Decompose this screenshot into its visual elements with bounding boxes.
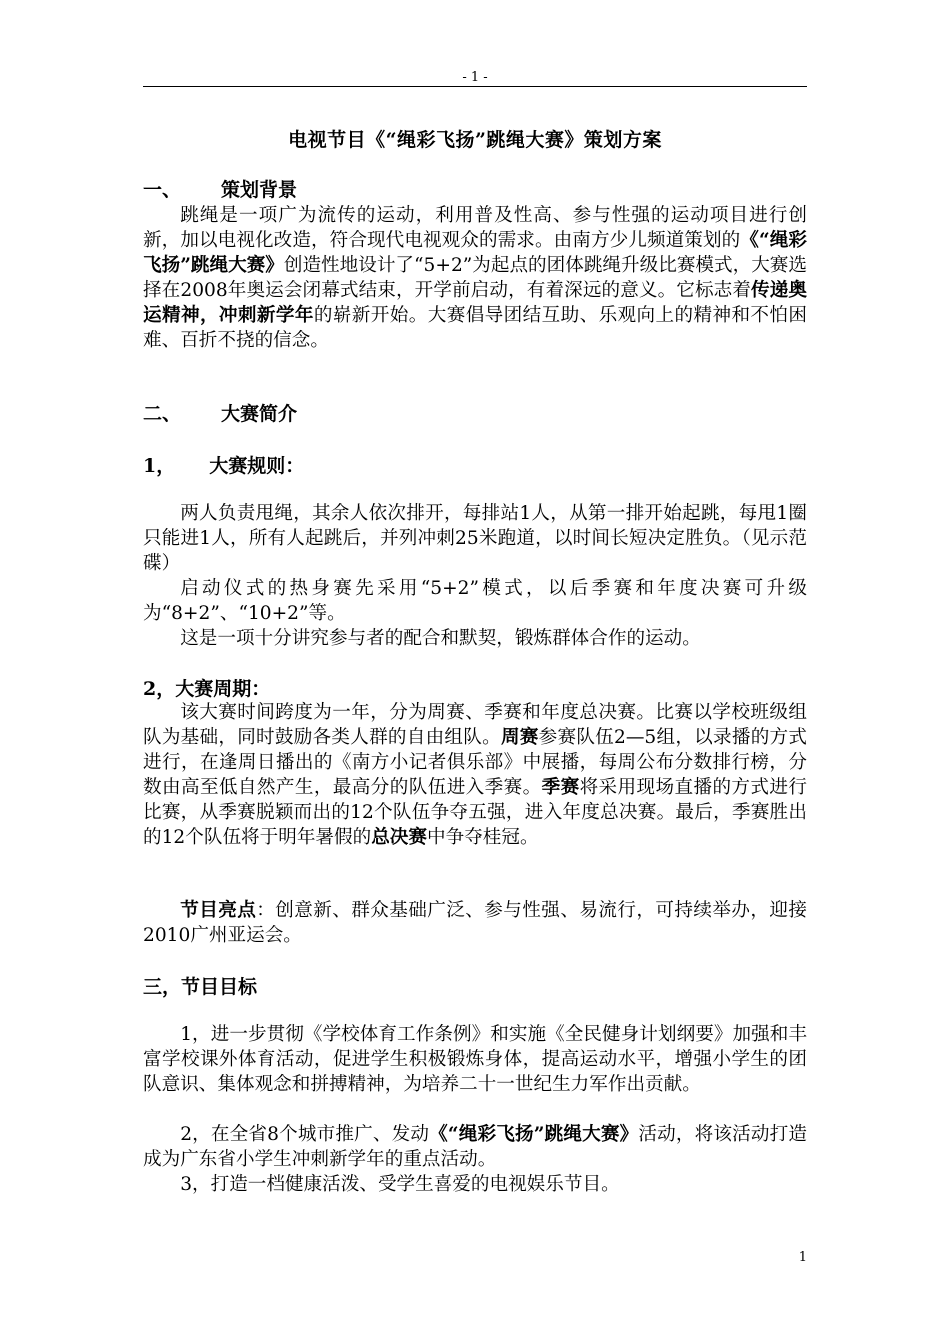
- text-run: 的崭新开始。大赛倡导团结互助、乐观向上的精神和不怕困难、百折不挠的信念。: [143, 305, 807, 351]
- page-footer-number: 1: [798, 1250, 807, 1265]
- text-run: 参赛队伍2—5组，以录播的方式进行，在逢周日播出的《南方小记者俱乐部》中展播，每周公布分数排行榜，分数由高至低自然产生，最高分的队伍进入季赛。: [143, 727, 807, 798]
- section-1-paragraph: [143, 203, 807, 353]
- goal-paragraph-2: [143, 1122, 807, 1172]
- bold-run: 季赛: [541, 777, 580, 798]
- highlight-text: ：创意新、群众基础广泛、参与性强、易流行，可持续举办，迎接2010广州亚运会。: [143, 900, 807, 946]
- bold-run: 《“绳彩飞扬”跳绳大赛》: [143, 230, 807, 276]
- text-run: 中争夺桂冠。: [427, 827, 539, 848]
- rules-paragraph-2: 启动仪式的热身赛先采用“5+2”模式，以后季赛和年度决赛可升级为“8+2”、“10+2”等。: [143, 578, 807, 624]
- text-run: 该大赛时间跨度为一年，分为周赛、季赛和年度总决赛。比赛以学校班级组队为基础，同时鼓励各类人群的自由组队。: [143, 702, 807, 748]
- section-1-title: 策划背景: [221, 179, 298, 201]
- subsection-period-heading: 2，大赛周期：: [143, 678, 271, 700]
- goal-paragraph-1: 1，进一步贯彻《学校体育工作条例》和实施《全民健身计划纲要》加强和丰富学校课外体育活动，促进学生积极锻炼身体，提高运动水平，增强小学生的团队意识、集体观念和拼搏精神，为培养二十一世纪生力军作出贡献。: [143, 1024, 807, 1095]
- bold-run: 传递奥运精神，冲刺新学年: [143, 280, 807, 326]
- subsection-rules-heading: [143, 451, 304, 478]
- highlight-paragraph: [143, 898, 807, 948]
- text-run: 活动，将该活动打造成为广东省小学生冲刺新学年的重点活动。: [143, 1124, 807, 1170]
- section-2-number: 二、: [143, 403, 182, 425]
- bold-run: 《“绳彩飞扬”跳绳大赛》: [429, 1124, 639, 1145]
- text-run: 跳绳是一项广为流传的运动，利用普及性高、参与性强的运动项目进行创新，加以电视化改造，符合现代电视观众的需求。由南方少儿频道策划的: [143, 205, 807, 251]
- subsection-rules-title: 大赛规则：: [209, 455, 305, 477]
- text-run: 创造性地设计了“5+2”为起点的团体跳绳升级比赛模式，大赛选择在2008年奥运会闭幕式结束，开学前启动，有着深远的意义。它标志着: [143, 255, 807, 301]
- document-title: 电视节目《“绳彩飞扬”跳绳大赛》策划方案: [288, 129, 662, 151]
- highlight-label: 节目亮点: [180, 900, 257, 921]
- text-run: 将采用现场直播的方式进行比赛，从季赛脱颖而出的12个队伍争夺五强，进入年度总决赛。最后，季赛胜出的12个队伍将于明年暑假的: [143, 777, 807, 848]
- section-1-number: 一、: [143, 179, 182, 201]
- period-paragraph: [143, 700, 807, 850]
- section-2-title: 大赛简介: [221, 403, 298, 425]
- section-2-heading: [143, 399, 297, 426]
- rules-paragraph-1: 两人负责甩绳，其余人依次排开，每排站1人，从第一排开始起跳，每甩1圈只能进1人，所有人起跳后，并列冲刺25米跑道，以时间长短决定胜负。（见示范碟）: [143, 503, 807, 574]
- bold-run: 总决赛: [371, 827, 427, 848]
- subsection-rules-number: 1，: [143, 455, 176, 477]
- section-3-heading: 三，节目目标: [143, 976, 258, 998]
- header-rule: [143, 86, 807, 87]
- goal-paragraph-3: 3，打造一档健康活泼、受学生喜爱的电视娱乐节目。: [180, 1174, 620, 1195]
- rules-paragraph-3: 这是一项十分讲究参与者的配合和默契，锻炼群体合作的运动。: [180, 628, 701, 649]
- section-1-heading: [143, 175, 297, 202]
- text-run: 2，在全省8个城市推广、发动: [180, 1124, 430, 1145]
- page-header-number: - 1 -: [462, 70, 488, 85]
- bold-run: 周赛: [500, 727, 539, 748]
